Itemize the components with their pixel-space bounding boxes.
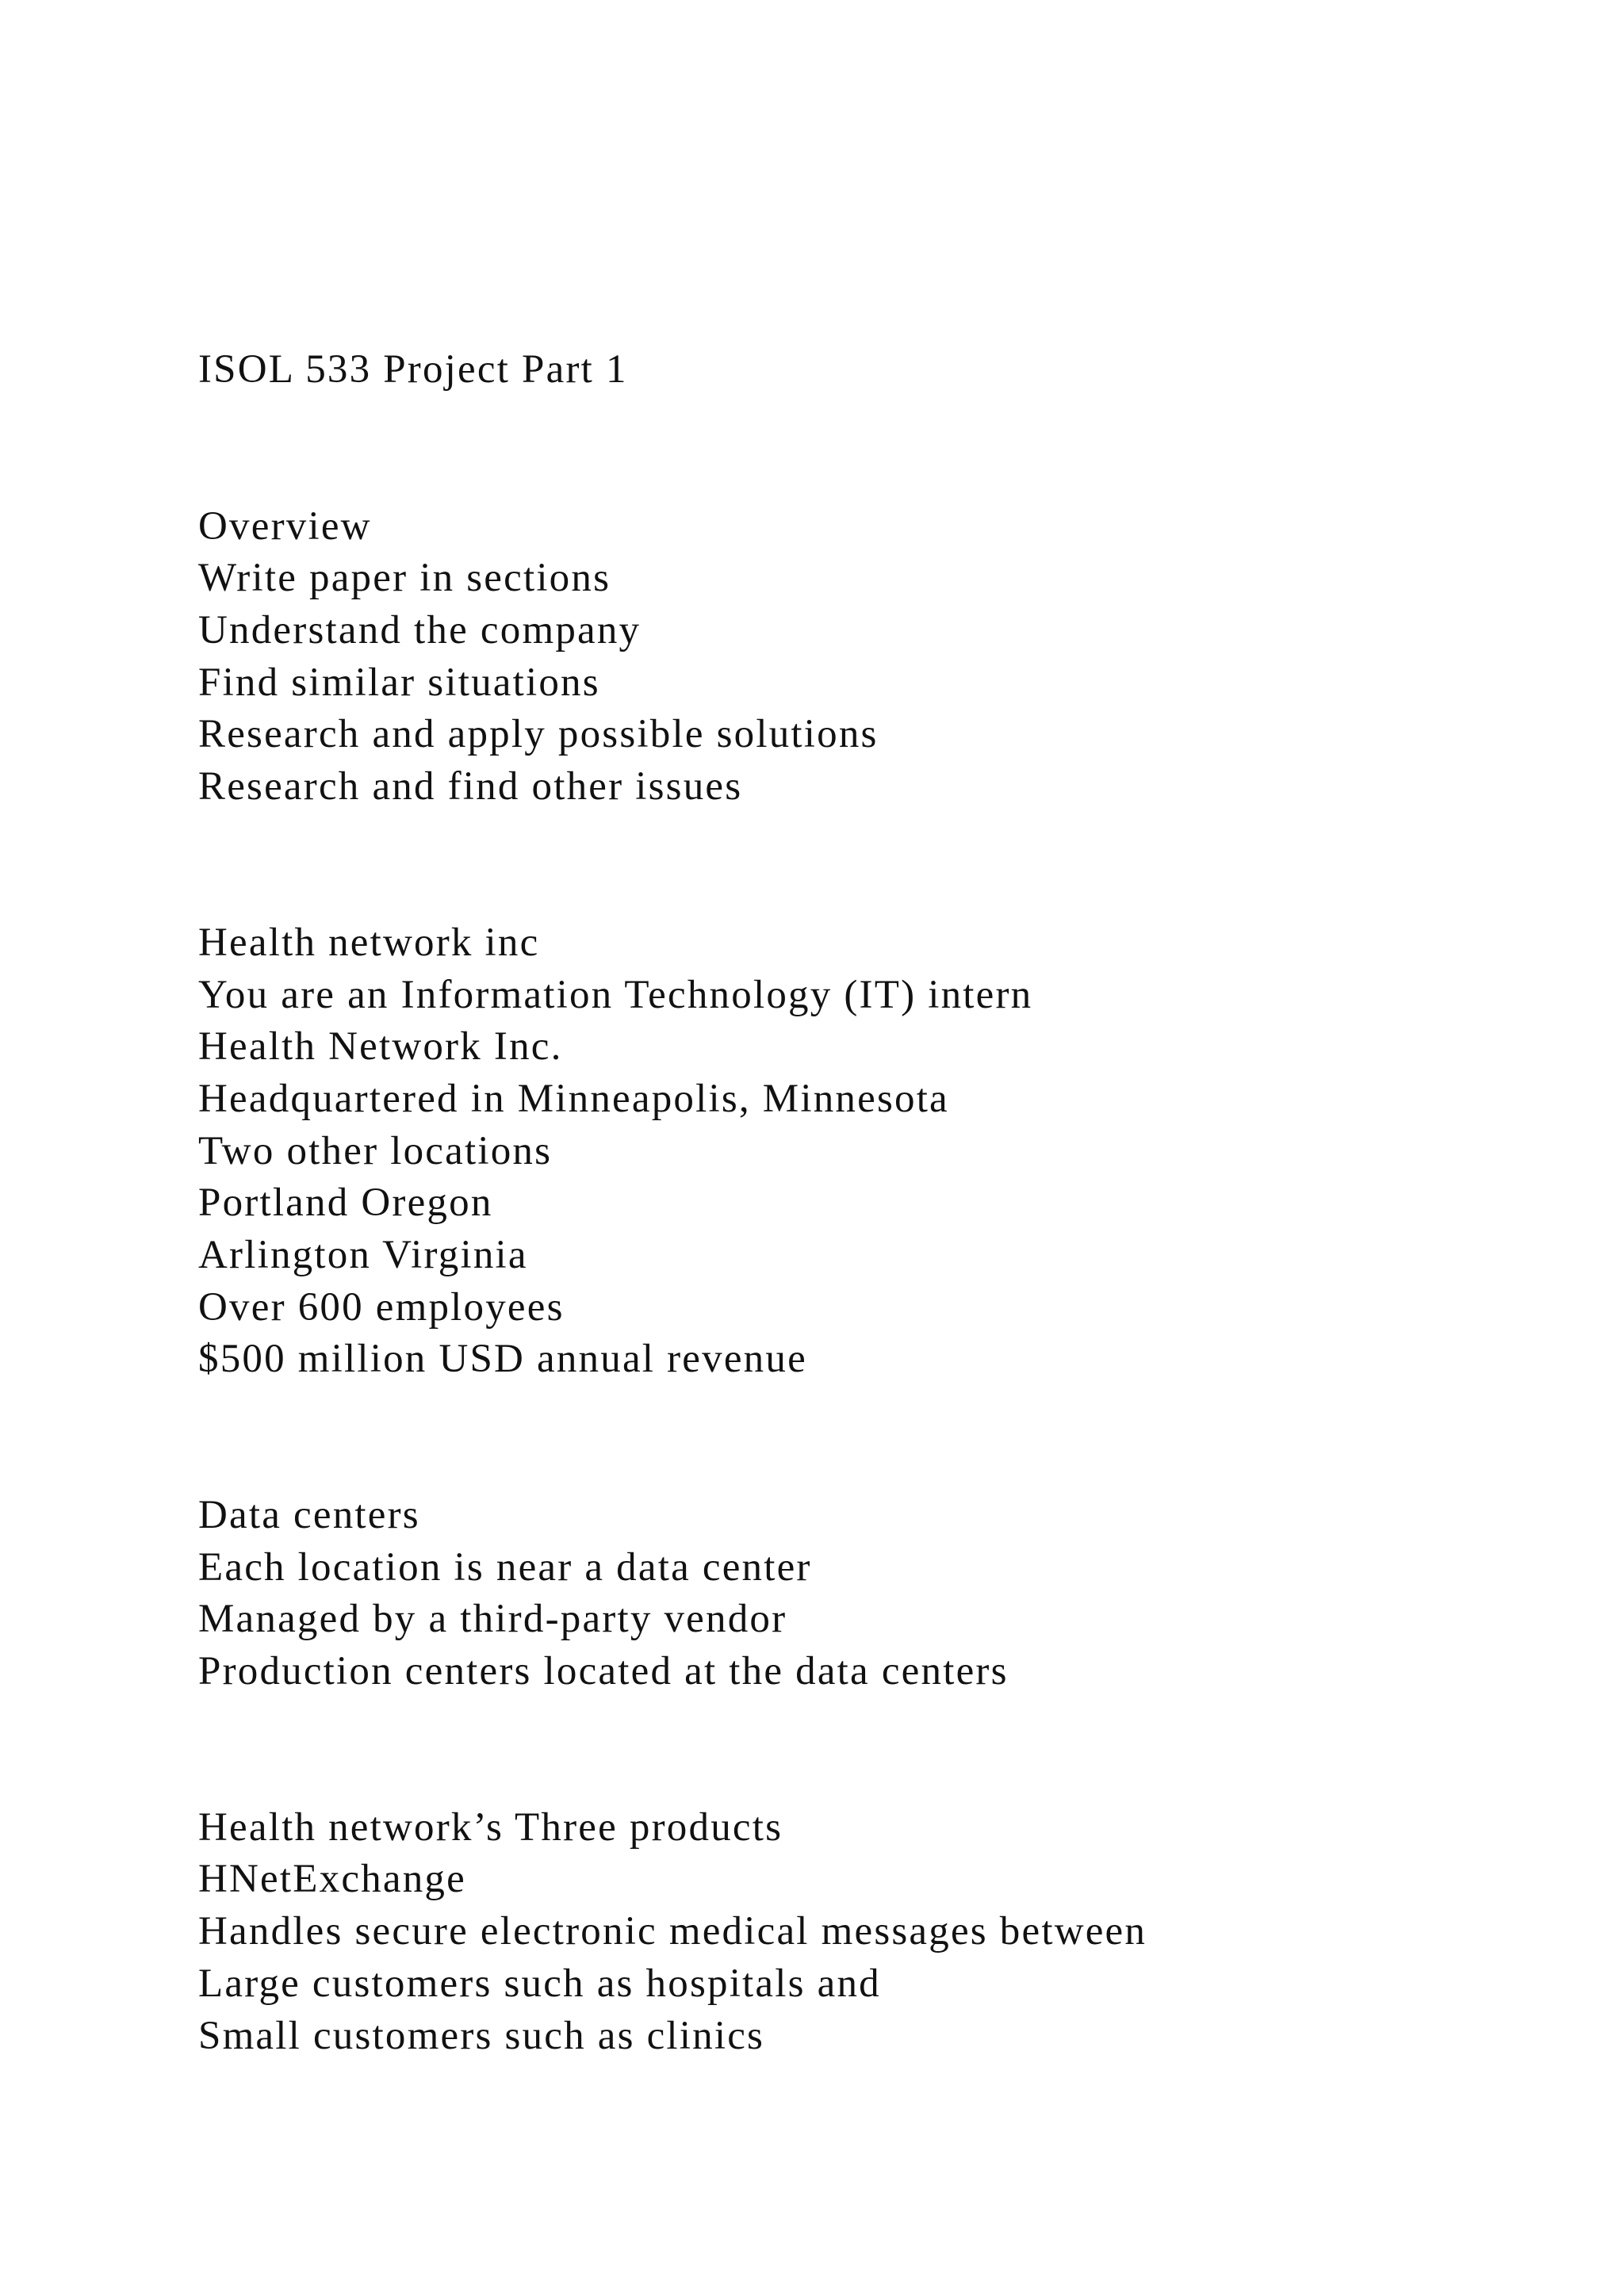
text-line: Write paper in sections	[198, 556, 611, 601]
text-line: HNetExchange	[198, 1857, 466, 1902]
section-heading: Overview	[198, 503, 372, 549]
section-overview	[198, 501, 1546, 813]
section-data-centers	[198, 1490, 1546, 1698]
section-heading: Health network inc	[198, 920, 540, 965]
text-line: You are an Information Technology (IT) intern	[198, 972, 1033, 1017]
text-line: Large customers such as hospitals and	[198, 1961, 881, 2006]
text-line: Managed by a third-party vendor	[198, 1597, 787, 1642]
text-line: Each location is near a data center	[198, 1544, 812, 1590]
text-line: Small customers such as clinics	[198, 2013, 765, 2058]
text-line: Handles secure electronic medical messages between	[198, 1909, 1147, 1954]
text-line: $500 million USD annual revenue	[198, 1337, 807, 1382]
document-title: ISOL 533 Project Part 1	[198, 347, 628, 392]
text-line: Research and find other issues	[198, 764, 743, 809]
text-line: Find similar situations	[198, 660, 600, 705]
text-line: Headquartered in Minneapolis, Minnesota	[198, 1076, 949, 1121]
section-health-network	[198, 917, 1546, 1386]
section-products	[198, 1802, 1546, 2062]
text-line: Research and apply possible solutions	[198, 712, 879, 757]
text-line: Portland Oregon	[198, 1181, 493, 1226]
title-block	[198, 344, 1546, 396]
section-heading: Health network’s Three products	[198, 1804, 783, 1850]
text-line: Production centers located at the data centers	[198, 1649, 1009, 1694]
text-line: Health Network Inc.	[198, 1024, 563, 1070]
section-heading: Data centers	[198, 1493, 420, 1537]
text-line: Over 600 employees	[198, 1284, 565, 1330]
text-line: Arlington Virginia	[198, 1232, 528, 1277]
text-line: Two other locations	[198, 1128, 553, 1173]
text-line: Understand the company	[198, 608, 642, 653]
document-body	[198, 344, 1546, 2062]
